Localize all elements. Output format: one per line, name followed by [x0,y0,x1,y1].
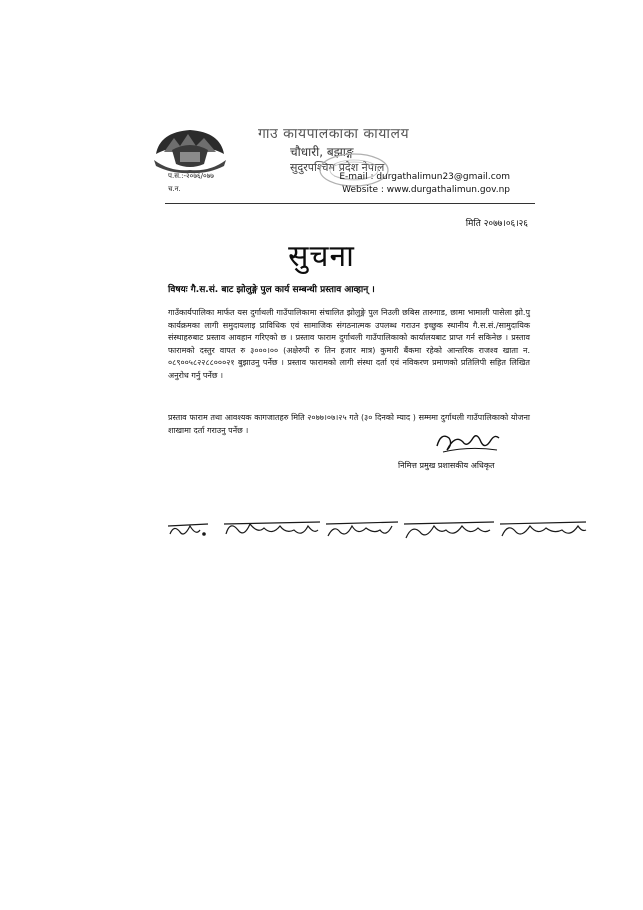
office-name: गाउ कायपालकाका कायालय [258,126,410,142]
notice-paragraph-2: प्रस्ताव फाराम तथा आवश्यक कागजातहरु मिति २०७७।०७।२५ गते (३० दिनको म्याद ) सम्ममा दुर्गाथली गाउँपालिकाको योजना शाखामा दर्ता गराउनु पर्नेछ । [168,413,530,435]
contact-website: Website : www.durgathalimun.gov.np [342,185,510,195]
office-province: सुदुरपश्चिम प्रदेश नेपाल [290,161,385,174]
notice-subject: विषयः गै.स.सं. बाट झोलुङ्गे पुल कार्य सम्बन्धी प्रस्ताव आव्हान् । [168,285,375,295]
office-stamp-icon [318,152,390,188]
header-divider [165,203,535,204]
issue-date: मिति २०७७।०६।२६ [465,219,528,229]
dispatch-number: च.न. [168,185,181,193]
office-location: चौधारी, बझाङ्ग [290,145,354,159]
notice-title: सुचना [288,239,355,274]
signature-icon [433,424,503,458]
letter-reference-number: प.स.:-२०७६/०७७ [168,172,214,180]
handwritten-note-icon [168,512,588,548]
notice-paragraph-1: गाउँकार्यपालिका मार्फत यस दुर्गाथली गाउँपालिकामा संचालित झोलुङ्गे पुल निउली छबिस तारुगाड, छामा भामाली पासेला झो.पु कार्यक्रमका लागी समुदायलाइ प्राविधिक एवं सामाजिक संगठनात्मक उपलब्ध गराउन इच्छुक स्थानीय गै.स.सं./सामुदायिक संस्थाहरुबाट प्रस्ताव आवहान गरिएको छ । प्रस्ताव फाराम दुर्गाथली गाउँपालिकाको कार्यालयबाट प्राप्त गर्न सकिनेछ । प्रस्ताव फारामको दस्तुर वापत रु ३०००।०० (अक्षेरुपी रु तिन हजार मात्र) कुमारी बैंकमा रहेको आन्तरिक राजश्व खाता न. ०८९००५८२२८८०००२१ बुझाउनु पर्नेछ । प्रस्ताव फारामको लागी संस्था दर्ता एवं नविकरण प्रमाणको प्रतिलिपी सहित लिखित अनुरोध गर्नु पर्नेछ । [168,308,530,380]
nepal-emblem-icon [150,124,230,174]
contact-email: E-mail : durgathalimun23@gmail.com [339,172,510,182]
signatory-title: निमित्त प्रमुख प्रशासकीय अधिकृत [398,461,495,470]
